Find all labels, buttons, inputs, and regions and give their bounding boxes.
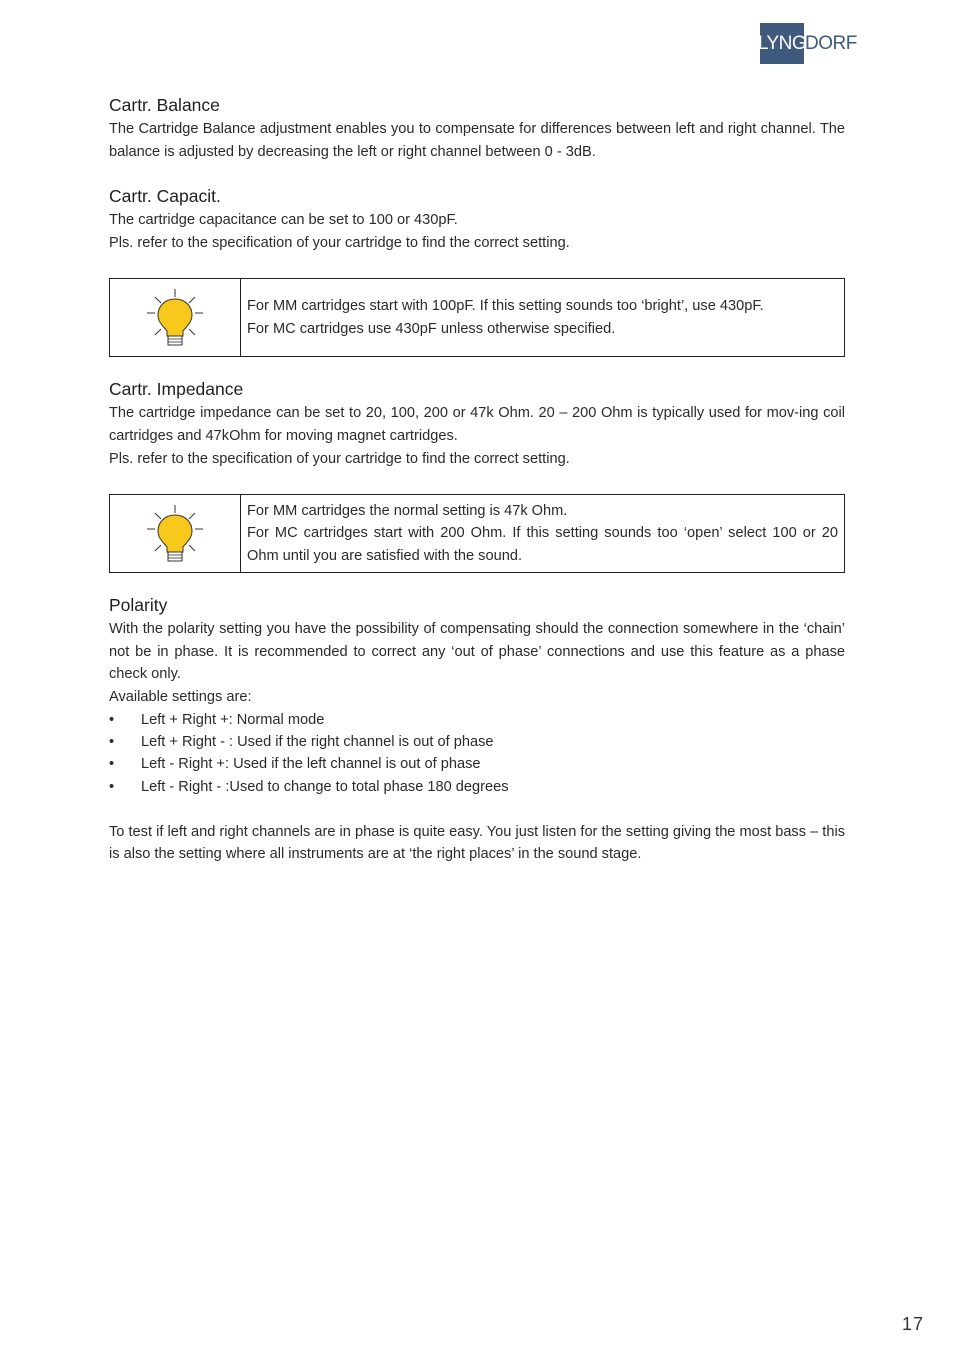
tip-box	[109, 278, 845, 357]
bullet: •	[109, 711, 115, 728]
lightbulb-icon	[110, 279, 241, 356]
tip-line: For MM cartridges start with 100pF. If this setting sounds too ‘bright’, use 430pF.	[247, 298, 764, 315]
tip-text	[241, 495, 844, 572]
page-content	[109, 92, 845, 866]
section-impedance	[109, 376, 845, 470]
logo-box: LYNG	[760, 23, 804, 64]
brand-logo	[757, 23, 857, 64]
section-title: Cartr. Impedance	[109, 379, 244, 400]
list-item	[109, 709, 845, 731]
section-capacitance	[109, 183, 845, 254]
section-body: The cartridge capacitance can be set to 100 or 430pF.	[109, 212, 458, 229]
section-polarity	[109, 592, 845, 866]
section-body: To test if left and right channels are in phase is quite easy. You just listen for the setting giving the most bass – this is also the setting where all instruments are at ‘the right places’ in the sound stage.	[109, 823, 845, 863]
section-body: With the polarity setting you have the possibility of compensating should the connection somewhere in the ‘chain’ not be in phase. It is recommended to correct any ‘out of phase’ connections and use this feature as a phase check only.	[109, 621, 845, 683]
page-number: 17	[902, 1314, 925, 1334]
tip-line: For MC cartridges start with 200 Ohm. If this setting sounds too ‘open’ select 100 or 20 Ohm until you are satisfied with the sound.	[247, 525, 838, 564]
list-item-text: Left + Right +: Normal mode	[141, 711, 325, 728]
section-title: Cartr. Balance	[109, 95, 220, 115]
tip-line: For MM cartridges the normal setting is 47k Ohm.	[247, 502, 568, 519]
list-item	[109, 731, 845, 753]
list-item	[109, 776, 845, 798]
bullet: •	[109, 733, 115, 750]
section-body: The cartridge impedance can be set to 20, 100, 200 or 47k Ohm. 20 – 200 Ohm is typically used for mov-ing coil cartridges and 47kOhm for moving magnet cartridges.	[109, 405, 845, 444]
section-body: Available settings are:	[109, 688, 252, 705]
tip-box	[109, 494, 845, 573]
section-body: Pls. refer to the specification of your cartridge to find the correct setting.	[109, 450, 570, 467]
section-title: Cartr. Capacit.	[109, 186, 221, 207]
list-item	[109, 753, 845, 775]
settings-list	[109, 709, 845, 799]
list-item-text: Left - Right - :Used to change to total phase 180 degrees	[141, 778, 509, 795]
section-title: Polarity	[109, 595, 168, 616]
section-body: Pls. refer to the specification of your cartridge to find the correct setting.	[109, 234, 570, 251]
bullet: •	[109, 778, 115, 795]
section-body: The Cartridge Balance adjustment enables you to compensate for differences between left and right channel. The balance is adjusted by decreasing the left or right channel between 0 - 3dB.	[109, 121, 845, 160]
list-item-text: Left - Right +: Used if the left channel is out of phase	[141, 756, 481, 773]
lightbulb-icon	[110, 495, 241, 572]
tip-text	[241, 279, 844, 356]
bullet: •	[109, 756, 115, 773]
section-balance	[109, 92, 845, 163]
list-item-text: Left + Right - : Used if the right channel is out of phase	[141, 733, 494, 750]
tip-line: For MC cartridges use 430pF unless otherwise specified.	[247, 320, 616, 337]
logo-text: DORF	[805, 32, 857, 54]
